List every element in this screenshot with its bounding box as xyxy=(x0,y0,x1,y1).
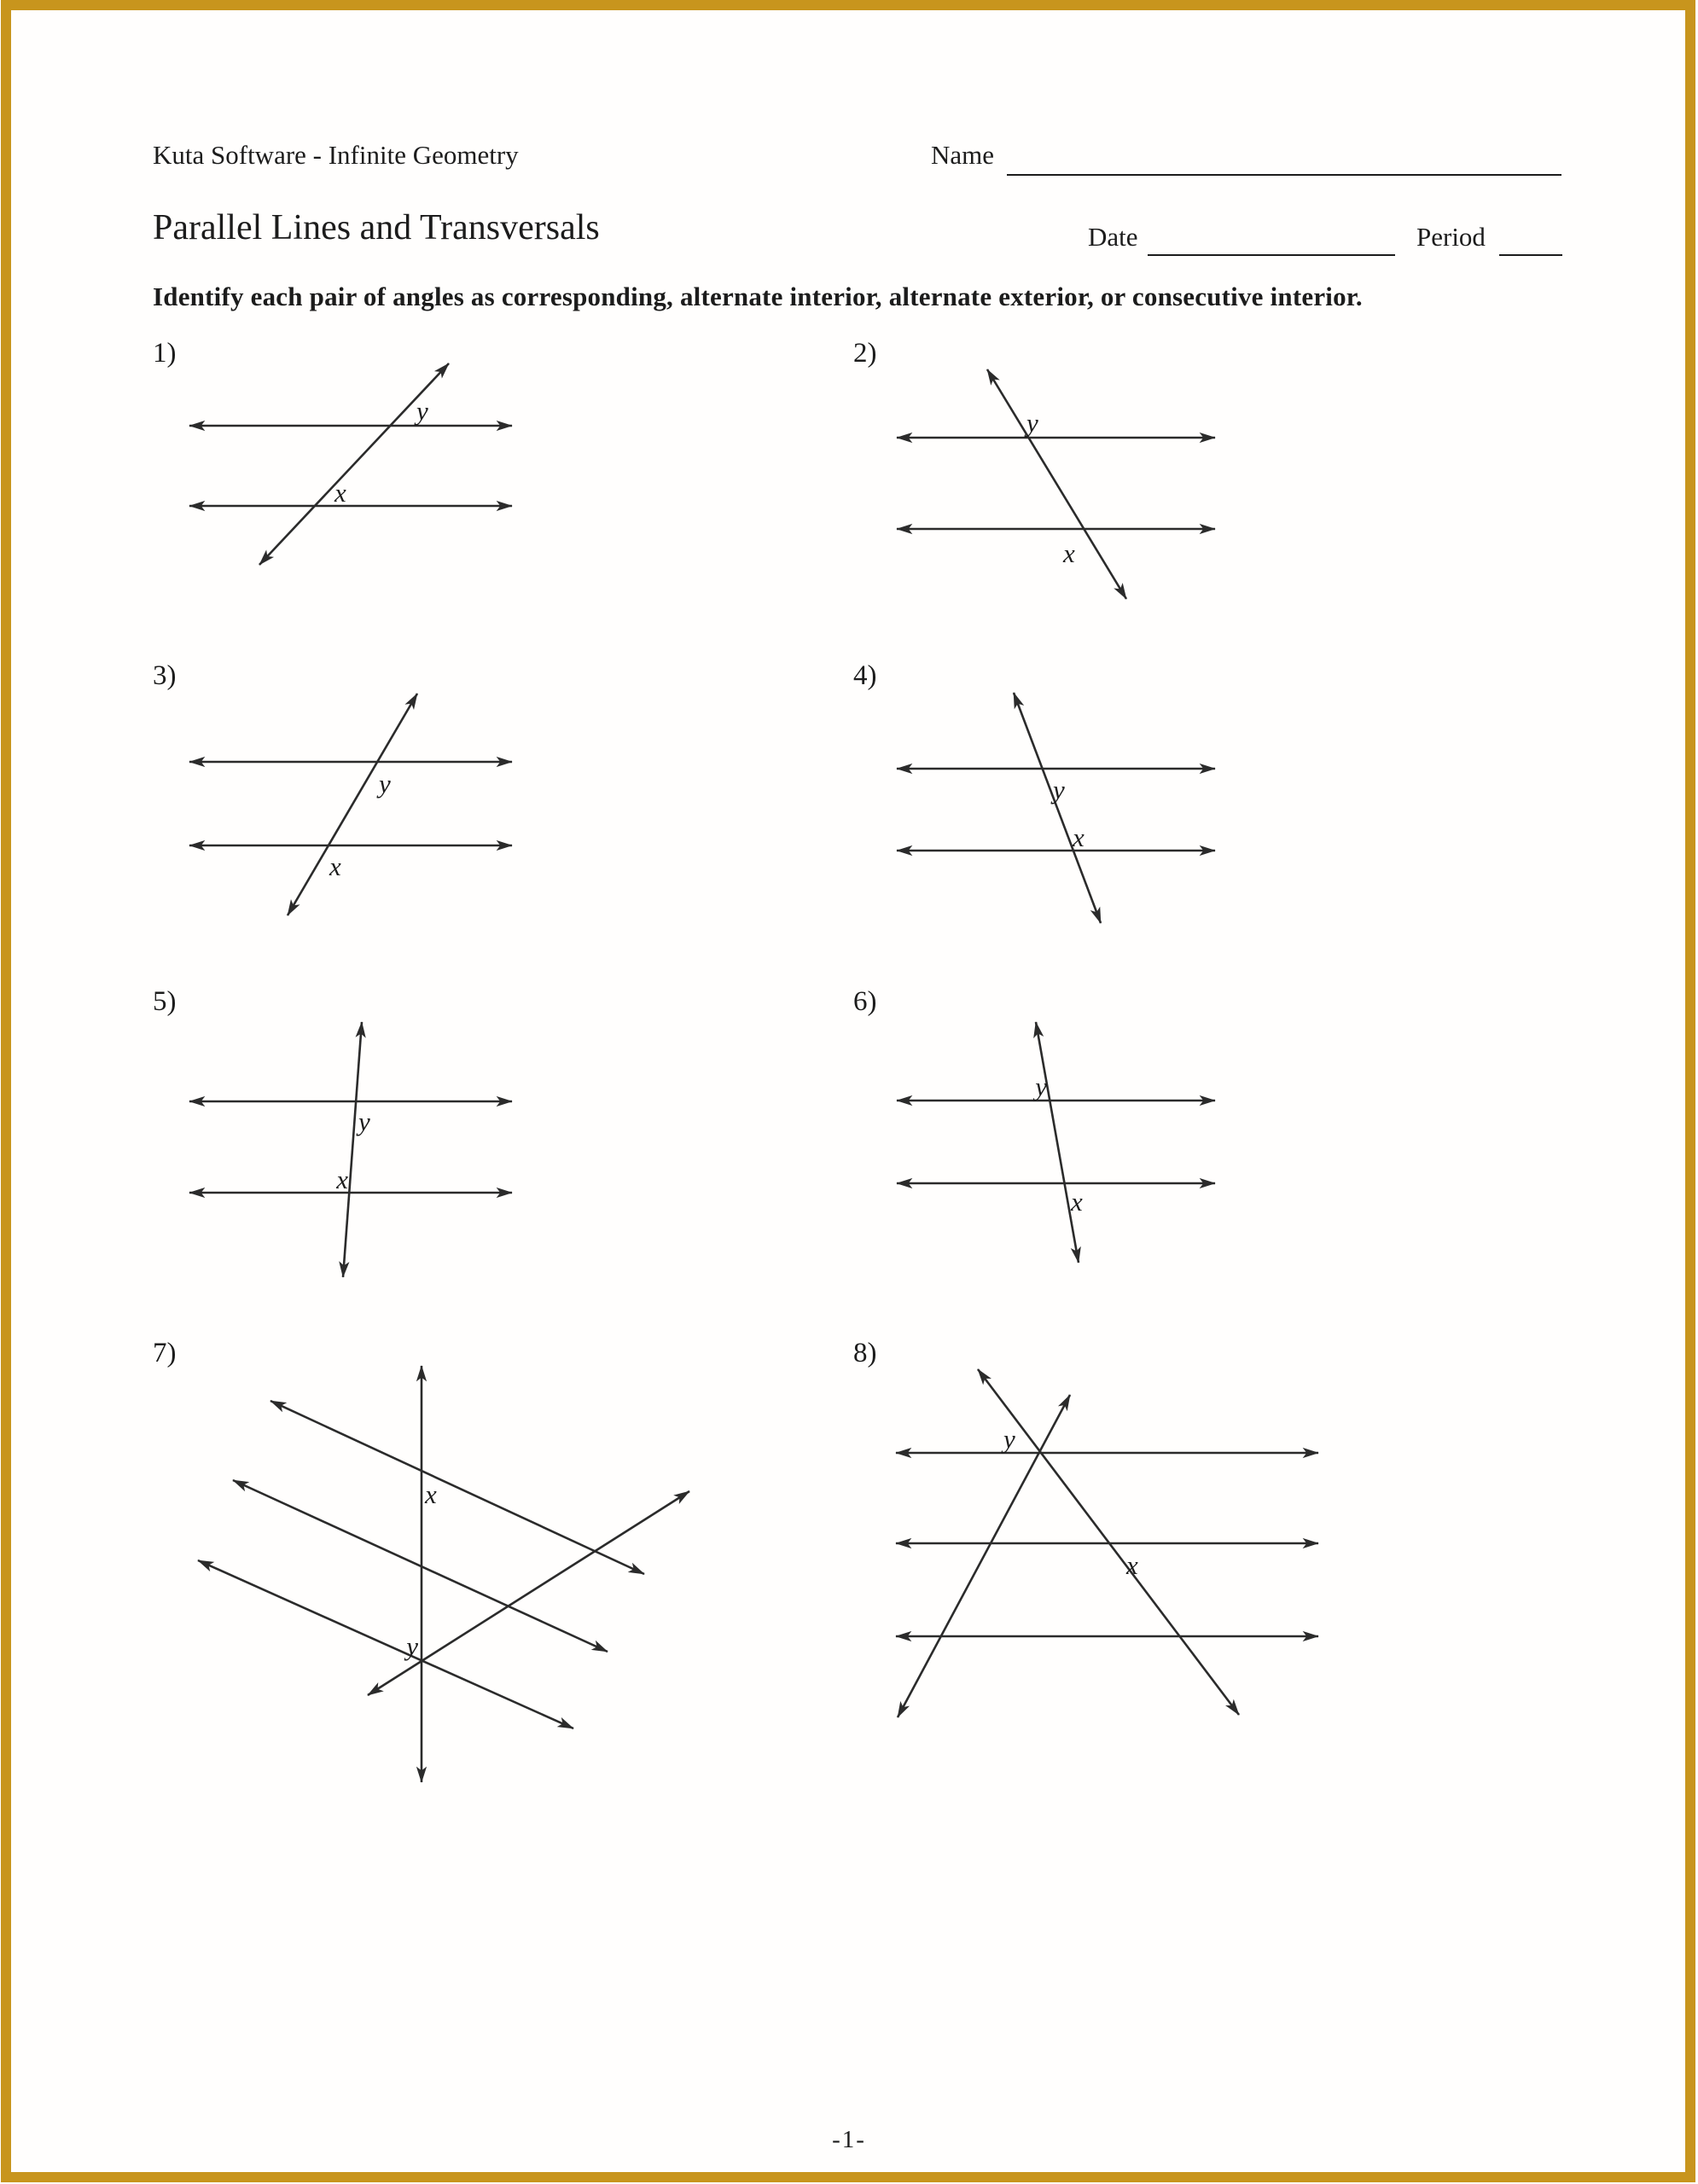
transversal-line xyxy=(343,1022,362,1277)
problem-4-diagram xyxy=(887,678,1229,934)
problem-1-diagram xyxy=(171,350,538,589)
parallel-line-1 xyxy=(270,1401,644,1574)
problem-6-diagram xyxy=(887,1011,1229,1275)
angle-label-y: y xyxy=(358,1107,370,1136)
angle-label-y: y xyxy=(416,396,428,426)
problem-number: 4) xyxy=(853,660,877,691)
angle-label-x: x xyxy=(1073,822,1085,852)
angle-label-x: x xyxy=(1126,1550,1138,1580)
parallel-line-2 xyxy=(233,1480,608,1652)
problem-number: 6) xyxy=(853,986,877,1017)
brand-text: Kuta Software - Infinite Geometry xyxy=(153,140,519,170)
ascending-transversal-line xyxy=(368,1491,689,1695)
parallel-line-3 xyxy=(198,1560,573,1728)
name-label: Name xyxy=(931,140,995,170)
problem-number: 5) xyxy=(153,986,177,1017)
name-field-blank[interactable] xyxy=(1007,174,1561,176)
transversal-line xyxy=(1036,1022,1079,1263)
problem-number: 2) xyxy=(853,338,877,369)
problem-number: 7) xyxy=(153,1338,177,1368)
problem-7-diagram xyxy=(183,1356,704,1796)
descending-transversal-line xyxy=(978,1369,1239,1715)
problem-number: 3) xyxy=(153,660,177,691)
problem-number: 1) xyxy=(153,338,177,369)
period-field-blank[interactable] xyxy=(1499,254,1562,256)
page-number: -1- xyxy=(832,2126,866,2153)
date-label: Date xyxy=(1088,222,1138,252)
angle-label-x: x xyxy=(334,478,346,508)
period-label: Period xyxy=(1416,222,1486,252)
page-title: Parallel Lines and Transversals xyxy=(153,208,600,247)
angle-label-x: x xyxy=(329,851,341,881)
transversal-line xyxy=(259,363,449,565)
angle-label-x: x xyxy=(425,1479,437,1509)
angle-label-y: y xyxy=(406,1631,418,1661)
ascending-transversal-line xyxy=(898,1395,1070,1717)
problem-8-diagram xyxy=(887,1361,1331,1728)
angle-label-x: x xyxy=(1071,1187,1083,1217)
problem-3-diagram xyxy=(179,678,520,934)
angle-label-y: y xyxy=(1003,1424,1015,1454)
transversal-line xyxy=(1014,693,1101,923)
angle-label-x: x xyxy=(336,1165,348,1194)
problem-5-diagram xyxy=(179,1011,520,1288)
angle-label-y: y xyxy=(379,769,391,799)
angle-label-x: x xyxy=(1063,538,1075,568)
instructions-text: Identify each pair of angles as corresponding, alternate interior, alternate exterior, or consecutive interior. xyxy=(153,282,1363,311)
angle-label-y: y xyxy=(1026,408,1038,438)
angle-label-y: y xyxy=(1035,1072,1047,1101)
transversal-line xyxy=(987,369,1126,599)
transversal-line xyxy=(288,694,417,915)
problem-2-diagram xyxy=(887,350,1237,614)
date-field-blank[interactable] xyxy=(1148,254,1395,256)
angle-label-y: y xyxy=(1053,775,1065,804)
problem-number: 8) xyxy=(853,1338,877,1368)
